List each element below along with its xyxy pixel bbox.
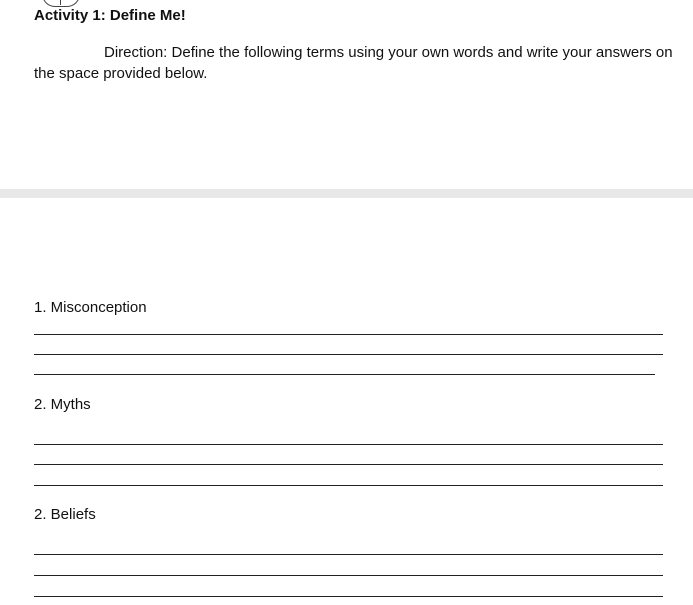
- answer-line[interactable]: [34, 444, 663, 445]
- answer-line[interactable]: [34, 596, 663, 597]
- answer-line[interactable]: [34, 464, 663, 465]
- answer-line[interactable]: [34, 485, 663, 486]
- page-separator-band: [0, 189, 693, 198]
- answer-line[interactable]: [34, 334, 663, 335]
- header-graphic-fragment: [42, 0, 80, 7]
- activity-title: Activity 1: Define Me!: [34, 7, 186, 24]
- answer-line[interactable]: [34, 554, 663, 555]
- term-label-myths: 2. Myths: [34, 396, 91, 413]
- answer-line[interactable]: [34, 354, 663, 355]
- direction-text: Direction: Define the following terms using your own words and write your answers on the space provided below.: [34, 44, 673, 82]
- term-label-beliefs: 2. Beliefs: [34, 506, 96, 523]
- term-label-misconception: 1. Misconception: [34, 299, 147, 316]
- answer-line[interactable]: [34, 575, 663, 576]
- answer-line[interactable]: [34, 374, 655, 375]
